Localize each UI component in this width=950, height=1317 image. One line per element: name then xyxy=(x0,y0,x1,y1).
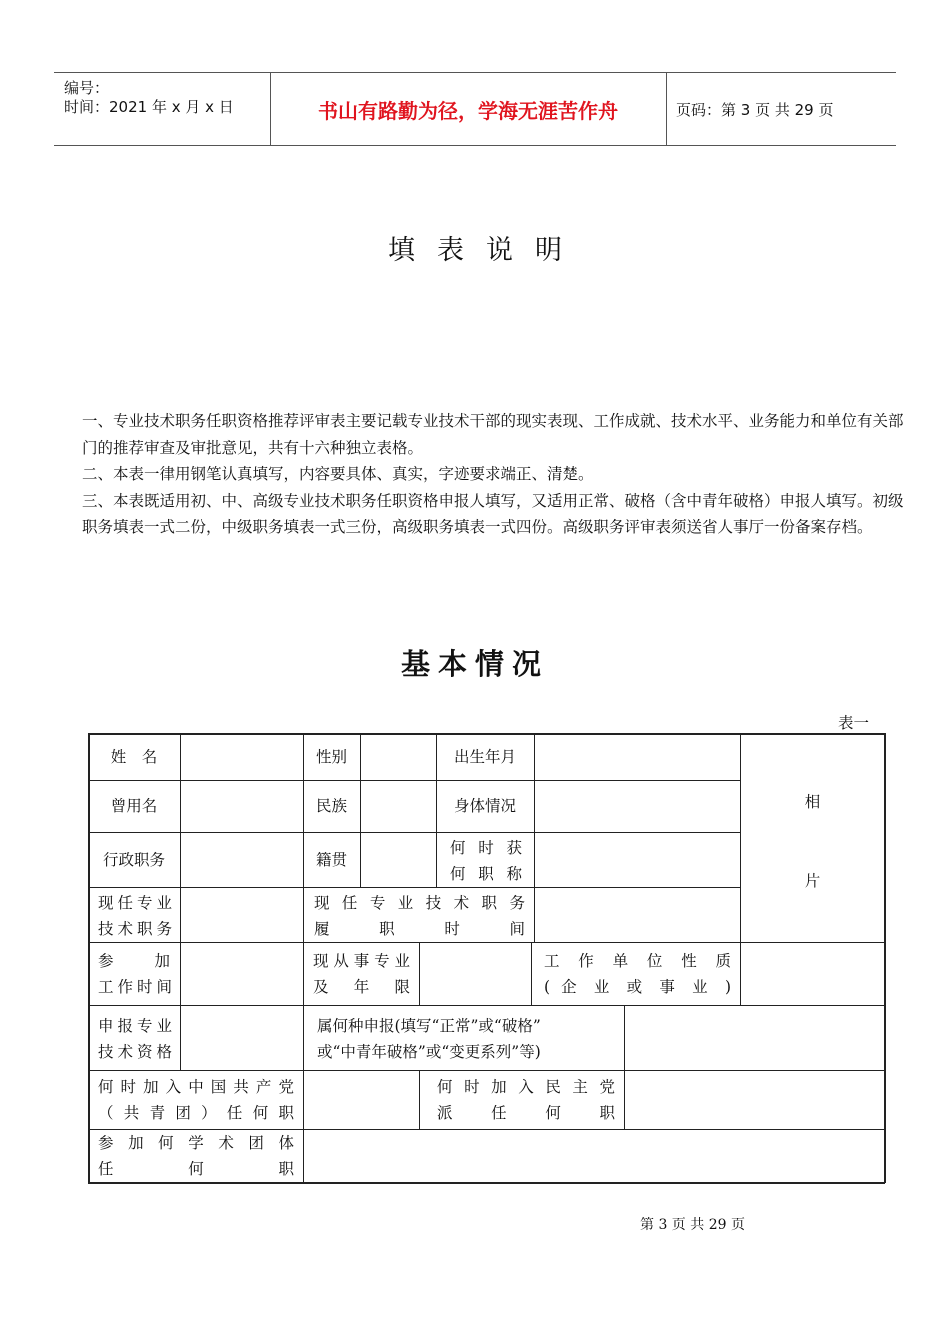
name-field[interactable] xyxy=(181,734,302,780)
label-current-post xyxy=(98,890,172,942)
label-academic-line: 参加何学术团体 xyxy=(98,1134,294,1152)
table-rule xyxy=(531,942,532,1005)
title-date-field[interactable] xyxy=(535,833,739,887)
label-when-title-line: 何 职 称 xyxy=(450,865,522,883)
label-name: 姓 名 xyxy=(110,747,158,766)
label-work-start xyxy=(98,948,172,1002)
label-work-start-line: 参 加 xyxy=(98,952,170,970)
label-unit-nature xyxy=(544,948,731,1002)
photo-label: 片 xyxy=(804,872,821,890)
label-admin-post: 行政职务 xyxy=(102,850,165,869)
label-unit-nature-line: ( 企 业 或 事 业 ) xyxy=(544,978,731,996)
label-years-line: 及 年 限 xyxy=(313,978,410,996)
label-years-line: 现从事专业 xyxy=(313,952,410,970)
label-democratic xyxy=(437,1074,615,1128)
label-when-title-line: 何 时 获 xyxy=(450,839,522,857)
document-number-label: 编号： xyxy=(64,79,110,97)
work-start-field[interactable] xyxy=(181,943,302,1005)
header-page-number: 页码：第 3 页 共 29 页 xyxy=(676,100,834,119)
label-current-post-line: 现任专业 xyxy=(98,894,172,912)
gender-field[interactable] xyxy=(361,734,435,780)
table-rule xyxy=(303,942,304,1005)
health-field[interactable] xyxy=(535,781,739,832)
label-native-place: 籍贯 xyxy=(315,850,347,869)
label-apply-type-line: 属何种申报(填写“正常”或“破格” xyxy=(317,1017,541,1035)
label-academic-line: 任 何 职 xyxy=(98,1160,294,1178)
label-former-name: 曾用名 xyxy=(110,797,158,815)
instruction-item: 三、本表既适用初、中、高级专业技术职务任职资格申报人填写，又适用正常、破格（含中青年破格）申报人填写。初级职务填表一式二份，中级职务填表一式三份，高级职务填表一式四份。高级职务评审表须送省人事厅一份备案存档。 xyxy=(82,491,904,536)
apply-qual-field[interactable] xyxy=(181,1006,302,1070)
header-meta xyxy=(64,79,234,117)
table-rule xyxy=(303,1005,304,1070)
page-header xyxy=(54,72,896,146)
header-divider xyxy=(666,73,667,145)
birth-field[interactable] xyxy=(535,734,739,780)
label-apply-type-line: 或“中青年破格”或“变更系列”等) xyxy=(317,1043,541,1061)
years-field[interactable] xyxy=(420,943,530,1005)
label-democratic-line: 何时加入民主党 xyxy=(437,1078,615,1096)
admin-post-field[interactable] xyxy=(181,833,302,887)
post-period-field[interactable] xyxy=(535,888,739,942)
document-time-label: 时间：2021 年 x 月 x 日 xyxy=(64,98,234,116)
section-title: 基本情况 xyxy=(400,647,549,681)
label-gender: 性别 xyxy=(315,747,347,766)
native-place-field[interactable] xyxy=(361,833,435,887)
label-democratic-line: 派 任 何 职 xyxy=(437,1104,615,1122)
table-border xyxy=(884,733,886,1183)
democratic-field[interactable] xyxy=(625,1071,884,1129)
label-apply-qual-line: 申报专业 xyxy=(98,1017,172,1035)
label-party-line: 何时加入中国共产党 xyxy=(98,1078,294,1096)
label-when-title xyxy=(450,835,522,887)
page-title: 填表说明 xyxy=(388,235,584,266)
label-apply-type xyxy=(317,1013,617,1067)
current-post-field[interactable] xyxy=(181,888,302,942)
academic-field[interactable] xyxy=(304,1130,884,1182)
instruction-item: 一、专业技术职务任职资格推荐评审表主要记载专业技术干部的现实表现、工作成就、技术水平、业务能力和单位有关部门的推荐审查及审批意见，共有十六种独立表格。 xyxy=(82,412,904,457)
header-motto: 书山有路勤为径，学海无涯苦作舟 xyxy=(318,98,618,123)
label-ethnicity: 民族 xyxy=(315,797,347,815)
table-border xyxy=(88,1182,885,1184)
photo-label: 相 xyxy=(804,793,821,811)
label-current-post-line: 技术职务 xyxy=(98,920,172,938)
label-academic xyxy=(98,1130,294,1182)
instruction-item: 二、本表一律用钢笔认真填写，内容要具体、真实，字迹要求端正、清楚。 xyxy=(82,465,594,483)
photo-area[interactable] xyxy=(741,734,884,942)
table-rule xyxy=(419,1070,420,1129)
label-birth: 出生年月 xyxy=(453,747,516,766)
party-field[interactable] xyxy=(304,1071,418,1129)
label-years xyxy=(313,948,410,1002)
table-number: 表一 xyxy=(838,714,870,732)
basic-info-form xyxy=(88,733,885,1183)
instructions xyxy=(82,408,904,541)
label-post-period-line: 现 任 专 业 技 术 职 务 xyxy=(314,894,525,912)
label-post-period-line: 履 职 时 间 xyxy=(314,920,525,938)
page-footer: 第 3 页 共 29 页 xyxy=(640,1217,745,1233)
label-post-period xyxy=(314,890,525,942)
label-apply-qual xyxy=(98,1013,172,1067)
apply-type-field[interactable] xyxy=(625,1006,884,1070)
label-unit-nature-line: 工 作 单 位 性 质 xyxy=(544,952,731,970)
label-work-start-line: 工作时间 xyxy=(98,978,172,996)
ethnicity-field[interactable] xyxy=(361,781,435,832)
label-apply-qual-line: 技术资格 xyxy=(98,1043,172,1061)
label-party-line: （共青团）任何职 xyxy=(98,1104,294,1122)
label-health: 身体情况 xyxy=(453,797,516,815)
label-party xyxy=(98,1074,294,1128)
former-name-field[interactable] xyxy=(181,781,302,832)
unit-nature-field[interactable] xyxy=(741,943,884,1005)
